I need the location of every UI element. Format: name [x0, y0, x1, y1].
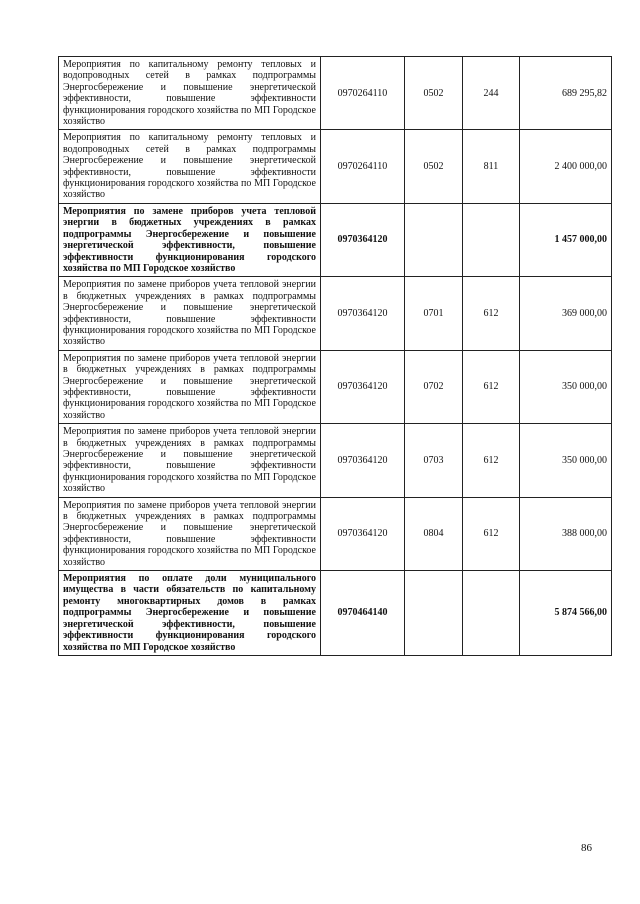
row-amount: 350 000,00	[520, 424, 612, 497]
row-amount: 5 874 566,00	[520, 571, 612, 656]
row-section-code: 0701	[405, 277, 463, 350]
row-amount: 350 000,00	[520, 350, 612, 423]
row-section-code: 0702	[405, 350, 463, 423]
row-section-code	[405, 203, 463, 276]
row-target-code: 0970364120	[321, 424, 405, 497]
row-expense-kind: 811	[463, 130, 520, 203]
table-row	[59, 424, 612, 497]
row-target-code: 0970364120	[321, 497, 405, 570]
row-section-code: 0804	[405, 497, 463, 570]
row-section-code	[405, 571, 463, 656]
row-expense-kind: 612	[463, 424, 520, 497]
table-row	[59, 130, 612, 203]
row-section-code: 0502	[405, 57, 463, 130]
table-row	[59, 203, 612, 276]
row-description: Мероприятия по замене приборов учета тепловой энергии в бюджетных учреждениях в рамках подпрограммы Энергосбережение и повышение энергетической эффективности, повышение эффективности функционирования городского хозяйства по МП Городское хозяйство	[59, 350, 321, 423]
row-target-code: 0970364120	[321, 203, 405, 276]
row-target-code: 0970264110	[321, 57, 405, 130]
row-section-code: 0502	[405, 130, 463, 203]
row-description: Мероприятия по оплате доли муниципального имущества в части обязательств по капитальному ремонту многоквартирных домов в рамках подпрограммы Энергосбережение и повышение энергетической эффективности, повышение эффективности функционирования городского хозяйства по МП Городское хозяйство	[59, 571, 321, 656]
row-description: Мероприятия по замене приборов учета тепловой энергии в бюджетных учреждениях в рамках подпрограммы Энергосбережение и повышение энергетической эффективности, повышение эффективности функционирования городского хозяйства по МП Городское хозяйство	[59, 497, 321, 570]
row-expense-kind: 612	[463, 277, 520, 350]
row-expense-kind: 612	[463, 497, 520, 570]
row-target-code: 0970364120	[321, 350, 405, 423]
row-amount: 369 000,00	[520, 277, 612, 350]
row-description: Мероприятия по капитальному ремонту тепловых и водопроводных сетей в рамках подпрограммы Энергосбережение и повышение энергетической эффективности, повышение эффективности функционирования городского хозяйства по МП Городское хозяйство	[59, 57, 321, 130]
budget-table	[58, 56, 612, 656]
row-target-code: 0970264110	[321, 130, 405, 203]
row-amount: 689 295,82	[520, 57, 612, 130]
row-description: Мероприятия по замене приборов учета тепловой энергии в бюджетных учреждениях в рамках подпрограммы Энергосбережение и повышение энергетической эффективности, повышение эффективности функционирования городского хозяйства по МП Городское хозяйство	[59, 277, 321, 350]
row-amount: 388 000,00	[520, 497, 612, 570]
row-expense-kind	[463, 571, 520, 656]
row-amount: 2 400 000,00	[520, 130, 612, 203]
row-target-code: 0970464140	[321, 571, 405, 656]
row-description: Мероприятия по замене приборов учета тепловой энергии в бюджетных учреждениях в рамках подпрограммы Энергосбережение и повышение энергетической эффективности, повышение эффективности функционирования городского хозяйства по МП Городское хозяйство	[59, 424, 321, 497]
row-target-code: 0970364120	[321, 277, 405, 350]
table-row	[59, 571, 612, 656]
page-number: 86	[581, 842, 592, 854]
row-expense-kind: 244	[463, 57, 520, 130]
table-row	[59, 57, 612, 130]
row-section-code: 0703	[405, 424, 463, 497]
row-amount: 1 457 000,00	[520, 203, 612, 276]
row-description: Мероприятия по капитальному ремонту тепловых и водопроводных сетей в рамках подпрограммы Энергосбережение и повышение энергетической эффективности, повышение эффективности функционирования городского хозяйства по МП Городское хозяйство	[59, 130, 321, 203]
table-row	[59, 277, 612, 350]
table-row	[59, 497, 612, 570]
row-expense-kind	[463, 203, 520, 276]
row-expense-kind: 612	[463, 350, 520, 423]
table-row	[59, 350, 612, 423]
table-body	[59, 57, 612, 656]
row-description: Мероприятия по замене приборов учета тепловой энергии в бюджетных учреждениях в рамках подпрограммы Энергосбережение и повышение энергетической эффективности, повышение эффективности функционирования городского хозяйства по МП Городское хозяйство	[59, 203, 321, 276]
